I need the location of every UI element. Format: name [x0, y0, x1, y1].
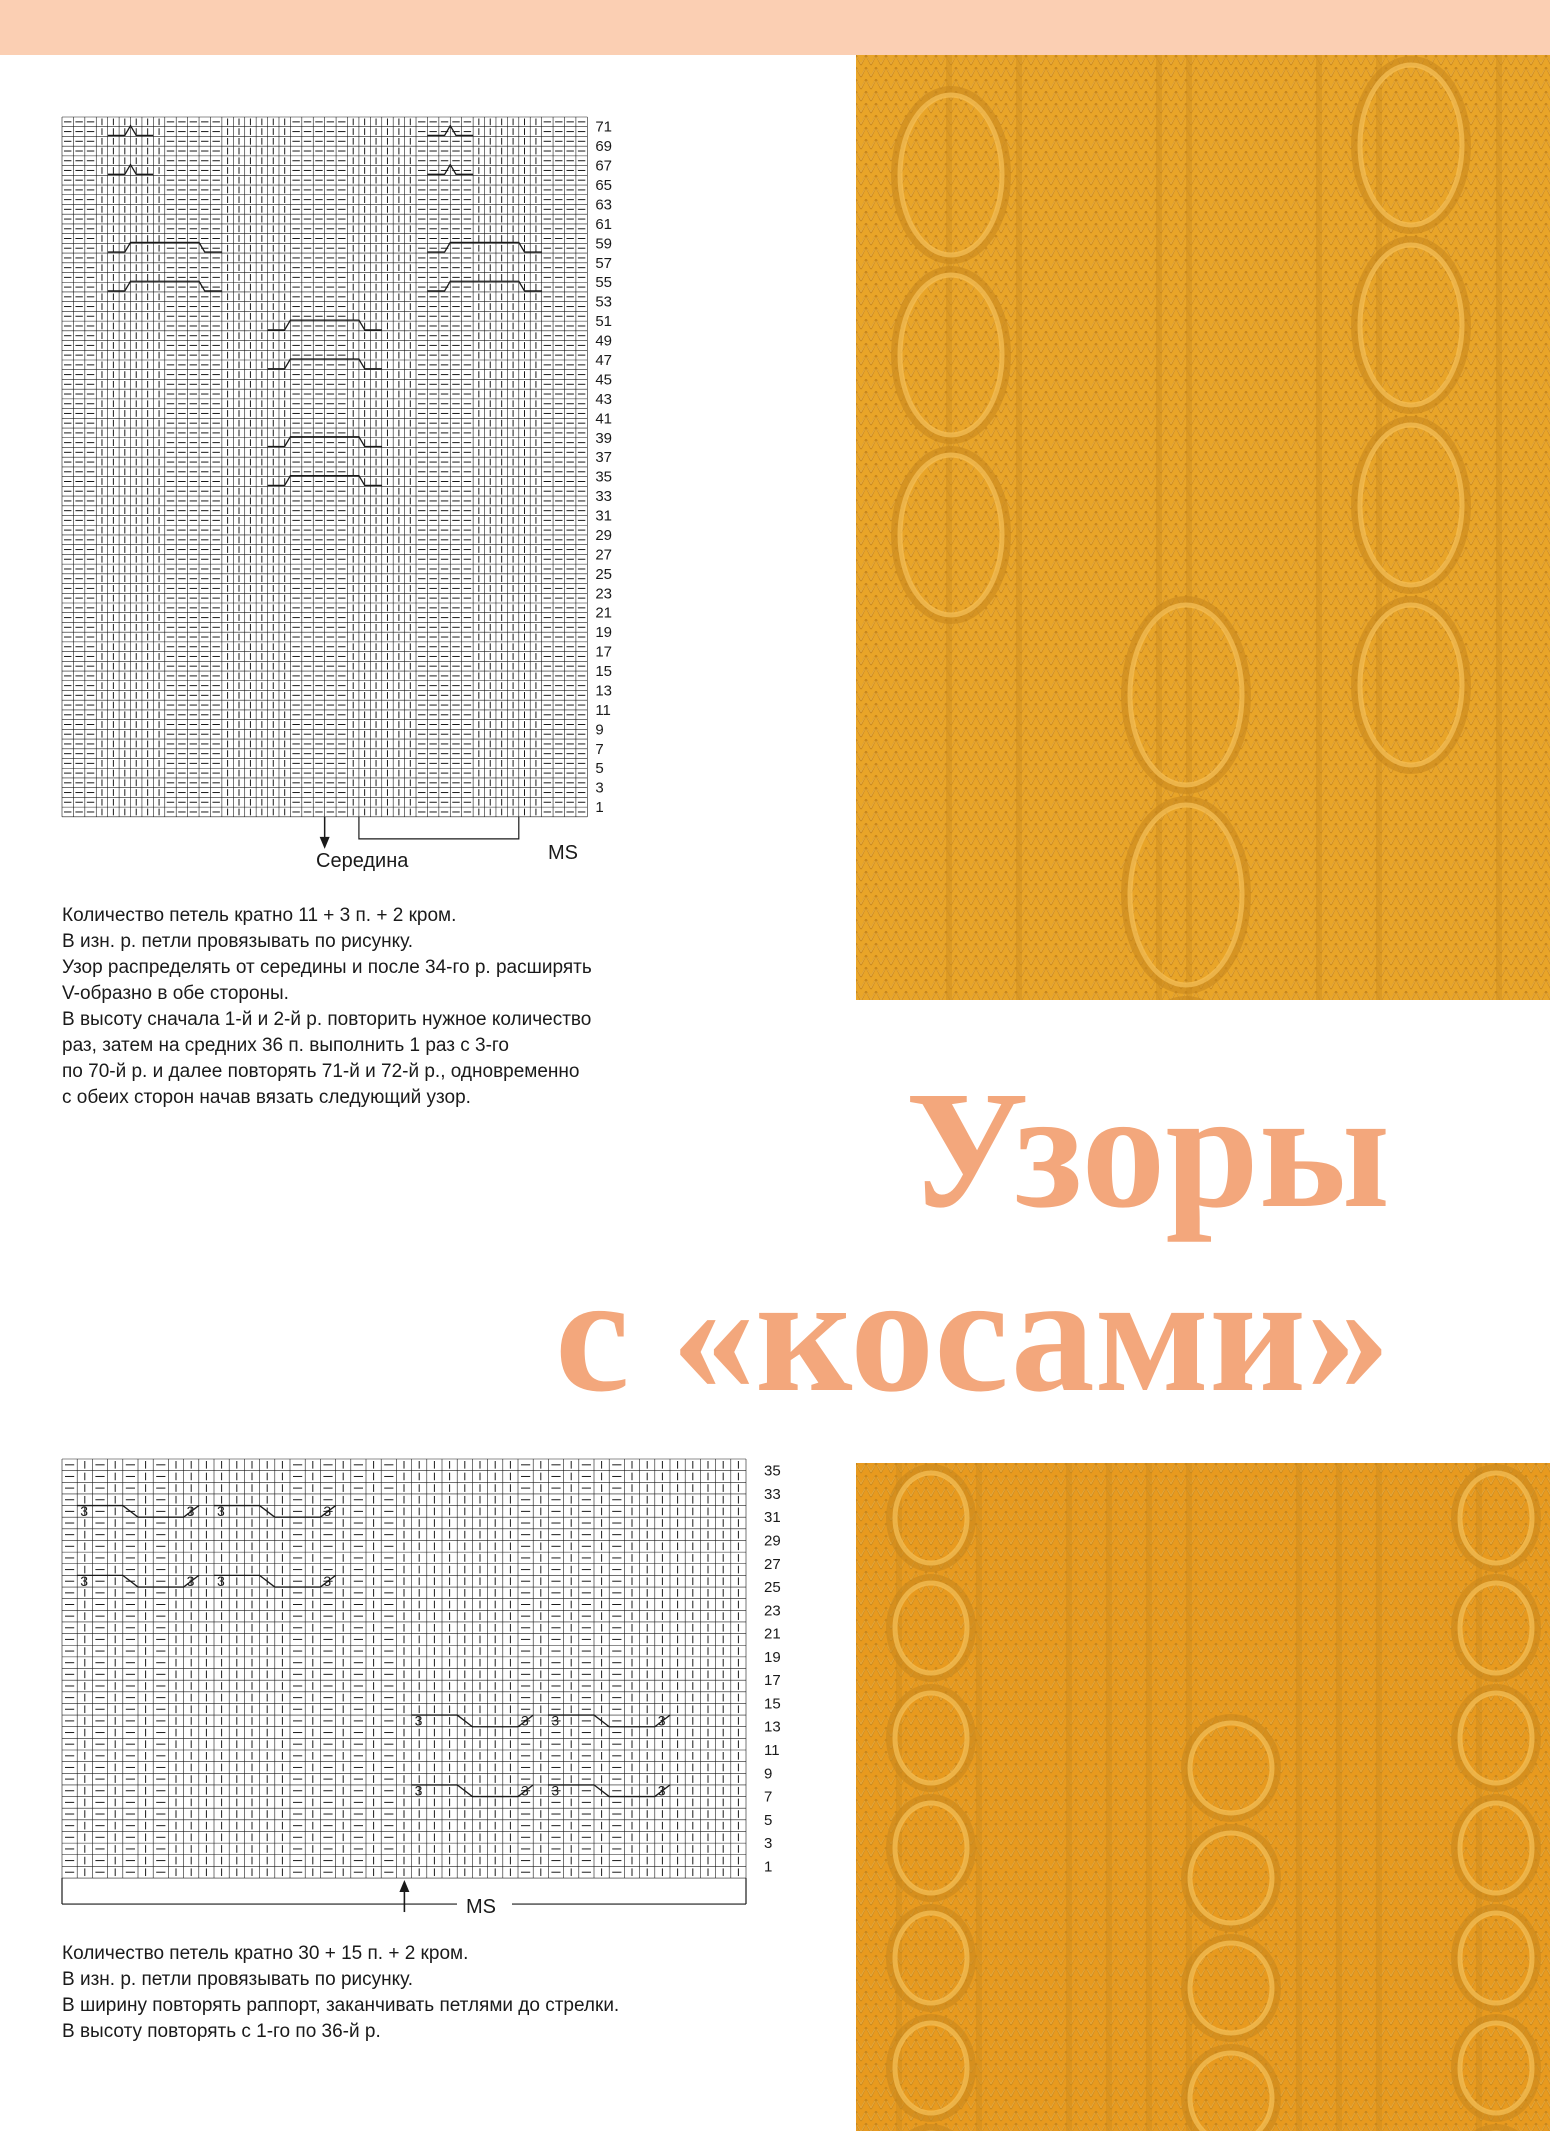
chart-top-row-number: 55 [595, 274, 613, 292]
chart-top-row-number: 39 [595, 429, 613, 447]
ms-bracket [359, 817, 519, 839]
purl-groove [1376, 55, 1382, 1000]
knit-photo-top-image [856, 55, 1550, 1000]
legend-top [62, 903, 592, 1111]
chart-top-row-number: 59 [595, 235, 613, 253]
chart-top-row-number: 19 [595, 624, 613, 642]
purl-groove [1496, 55, 1502, 1000]
chart-top-cells [62, 117, 587, 817]
chart-top-row-number: 3 [595, 779, 604, 797]
purl-groove [1316, 55, 1322, 1000]
chart-top-row-number: 35 [595, 468, 613, 486]
knitting-chart-top [60, 112, 820, 882]
chart-top-row-number: 67 [595, 157, 613, 175]
chart-top-row-number: 29 [595, 526, 613, 544]
chart-top-row-number: 1 [595, 799, 604, 817]
top-color-band [0, 0, 1550, 55]
chart-top-row-number: 31 [595, 507, 613, 525]
chart-top-row-number: 61 [595, 215, 613, 233]
legend-top-line: раз, затем на средних 36 п. выполнить 1 раз с 3-го [62, 1035, 510, 1056]
chart-top-row-number: 21 [595, 604, 613, 622]
purl-groove [1016, 55, 1022, 1000]
chart-top-ms-label: MS [548, 842, 578, 864]
chart-bottom-grid [60, 1455, 820, 1925]
page-title-line-1: Узоры [905, 1057, 1390, 1243]
chart-top-row-number: 71 [595, 118, 613, 136]
chart-top-row-number: 7 [595, 740, 604, 758]
chart-top-row-number: 27 [595, 546, 613, 564]
legend-top-line: по 70-й р. и далее повторять 71-й и 72-й р., одновременно [62, 1061, 580, 1082]
chart-bottom-cells [62, 1459, 746, 1878]
legend-top-line: Узор распределять от середины и после 34-го р. расширять [62, 957, 592, 978]
chart-top-center-label: Середина [316, 850, 409, 872]
knitting-chart-bottom [60, 1455, 820, 1925]
knit-photo-top [856, 55, 1550, 1000]
chart-top-row-number: 63 [595, 196, 613, 214]
chart-top-row-number: 69 [595, 138, 613, 156]
chart-top-row-number: 9 [595, 721, 604, 739]
chart-top-row-number: 43 [595, 390, 613, 408]
chart-top-row-number: 15 [595, 663, 613, 681]
chart-top-row-number: 65 [595, 177, 613, 195]
purl-groove [1156, 55, 1162, 1000]
chart-top-row-number: 13 [595, 682, 613, 700]
purl-groove [946, 55, 952, 1000]
chart-top-row-number: 57 [595, 254, 613, 272]
chart-top-row-number: 37 [595, 449, 613, 467]
center-arrow-head [320, 837, 330, 849]
legend-top-line: В высоту сначала 1-й и 2-й р. повторить нужное количество [62, 1009, 592, 1030]
chart-top-row-number: 11 [595, 701, 611, 719]
legend-top-line: V-образно в обе стороны. [62, 983, 289, 1004]
chart-top-row-number: 53 [595, 293, 613, 311]
purl-groove [1186, 55, 1192, 1000]
legend-top-line: Количество петель кратно 11 + 3 п. + 2 кром. [62, 905, 457, 926]
knit-surface [856, 55, 1550, 1000]
chart-top-row-number: 23 [595, 585, 613, 603]
page-title-line-2: с «косами» [555, 1241, 1390, 1427]
chart-top-row-number: 49 [595, 332, 613, 350]
chart-top-row-number: 41 [595, 410, 613, 428]
chart-top-row-number: 47 [595, 352, 613, 369]
chart-top-row-number: 17 [595, 643, 613, 661]
chart-top-row-number: 45 [595, 371, 613, 389]
chart-top-row-number: 5 [595, 760, 604, 778]
chart-top-row-number: 25 [595, 565, 613, 583]
chart-top-grid [60, 112, 820, 882]
chart-top-row-number: 51 [595, 313, 613, 331]
legend-top-line: с обеих сторон начав вязать следующий узор. [62, 1087, 471, 1108]
legend-top-line: В изн. р. петли провязывать по рисунку. [62, 931, 414, 952]
chart-top-row-number: 33 [595, 488, 613, 506]
